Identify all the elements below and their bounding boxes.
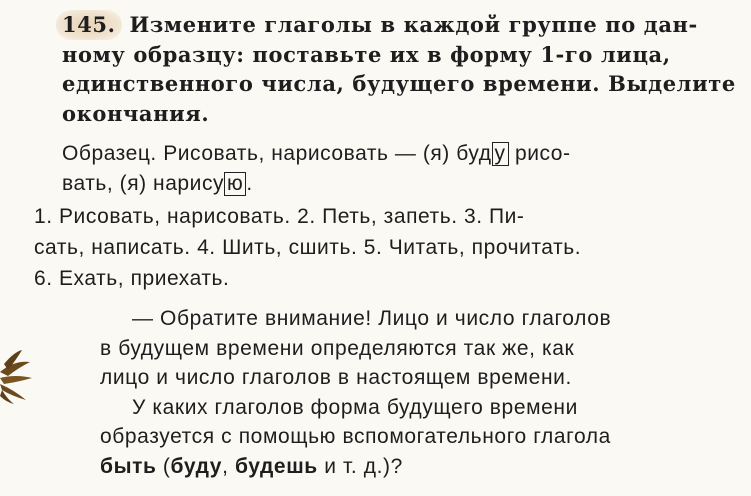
example-text: рисо- xyxy=(508,142,571,165)
note-line-4: У каких глаголов форма будущего времени xyxy=(132,395,578,419)
task-line-3: единственного числа, будущего времени. Выделите xyxy=(62,71,736,96)
example-text: вать, (я) нарису xyxy=(62,172,225,195)
list-line-1: 1. Рисовать, нарисовать. 2. Петь, запеть. 3. Пи- xyxy=(34,205,525,228)
bold-word: буду xyxy=(170,454,223,478)
note-text: и т. д.)? xyxy=(317,454,403,478)
verb-list xyxy=(34,201,724,294)
note-line-2: в будущем времени определяются так же, как xyxy=(100,336,575,360)
example-block xyxy=(62,139,722,199)
example-text: . xyxy=(246,172,253,195)
task-line-1 xyxy=(62,10,722,40)
bold-word: быть xyxy=(100,454,157,478)
list-line-3: 6. Ехать, приехать. xyxy=(34,267,230,290)
ending-box: ю xyxy=(224,172,246,196)
task-line-2: ному образцу: поставьте их в форму 1-го лица, xyxy=(62,41,671,67)
ending-box: у xyxy=(492,142,509,166)
note-line-1: — Обратите внимание! Лицо и число глаголов xyxy=(132,307,612,330)
note-block xyxy=(100,304,725,481)
example-line-2 xyxy=(62,169,722,199)
exercise-task xyxy=(62,10,736,128)
note-text: ( xyxy=(156,454,171,478)
note-line-5: образуется с помощью вспомогательного глагола xyxy=(100,425,611,448)
note-line-6 xyxy=(100,452,725,482)
bold-word: будешь xyxy=(234,454,318,478)
exercise-number: 145. xyxy=(56,10,122,40)
example-line-1 xyxy=(62,139,722,169)
list-line-2: сать, написать. 4. Шить, сшить. 5. Читать, прочитать. xyxy=(34,236,582,259)
task-text: Измените глаголы в каждой группе по дан- xyxy=(121,12,698,37)
note-text: , xyxy=(222,454,235,478)
note-line-3: лицо и число глаголов в настоящем времени. xyxy=(100,366,572,389)
task-line-4: окончания. xyxy=(62,100,210,126)
example-text: Образец. Рисовать, нарисовать — (я) буд xyxy=(62,142,492,165)
paw-print-icon xyxy=(0,342,34,406)
